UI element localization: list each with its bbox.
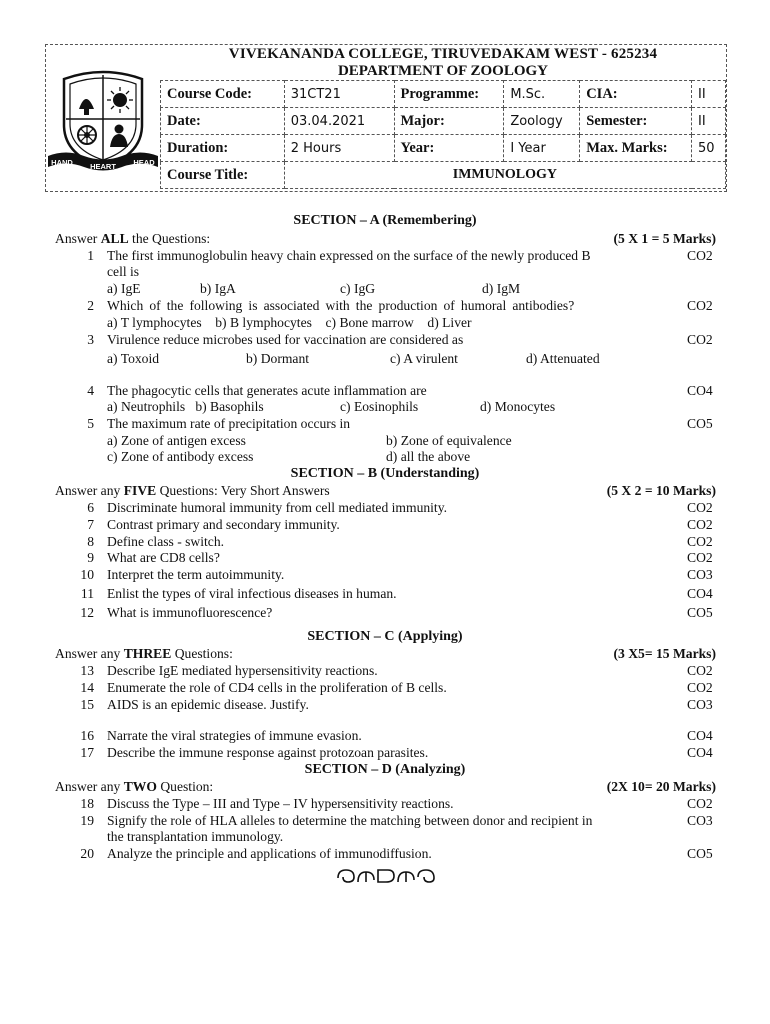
course-outcome: CO4 bbox=[687, 383, 713, 398]
instruction-emphasis: THREE bbox=[123, 646, 172, 661]
max-marks-label: Max. Marks: bbox=[580, 135, 692, 162]
option: b) Dormant bbox=[246, 351, 310, 366]
course-outcome: CO3 bbox=[687, 697, 713, 712]
question-number: 3 bbox=[87, 332, 94, 347]
date-label: Date: bbox=[161, 108, 285, 135]
question-text: Define class - switch. bbox=[107, 534, 225, 549]
section-d-marks: (2X 10= 20 Marks) bbox=[606, 779, 716, 794]
option: d) Monocytes bbox=[480, 399, 556, 414]
course-outcome: CO2 bbox=[687, 663, 713, 678]
instruction-emphasis: ALL bbox=[100, 231, 129, 246]
question-text: Interpret the term autoimmunity. bbox=[107, 567, 285, 582]
year-label: Year: bbox=[394, 135, 504, 162]
max-marks-value: 50 bbox=[692, 135, 726, 162]
major-label: Major: bbox=[394, 108, 504, 135]
option: c) Eosinophils bbox=[340, 399, 419, 414]
question-number: 14 bbox=[80, 680, 94, 695]
college-name: VIVEKANANDA COLLEGE, TIRUVEDAKAM WEST - 625234 bbox=[228, 46, 658, 62]
option: b) IgA bbox=[200, 281, 236, 296]
question-text: Which of the following is associated with the production of humoral antibodies? bbox=[107, 298, 575, 313]
cia-label: CIA: bbox=[580, 81, 692, 108]
course-info-table bbox=[160, 80, 726, 189]
info-row bbox=[161, 81, 726, 108]
course-outcome: CO2 bbox=[687, 680, 713, 695]
question-number: 11 bbox=[80, 586, 94, 601]
option: d) Attenuated bbox=[526, 351, 600, 366]
question-number: 18 bbox=[80, 796, 94, 811]
question-text: Describe IgE mediated hypersensitivity reactions. bbox=[107, 663, 378, 678]
question-text: Discuss the Type – III and Type – IV hypersensitivity reactions. bbox=[107, 796, 454, 811]
section-d-title: SECTION – D (Analyzing) bbox=[304, 762, 466, 777]
programme-value: M.Sc. bbox=[504, 81, 580, 108]
year-value: I Year bbox=[504, 135, 580, 162]
question-text: Enumerate the role of CD4 cells in the proliferation of B cells. bbox=[107, 680, 447, 695]
section-c-title: SECTION – C (Applying) bbox=[307, 629, 463, 644]
question-number: 4 bbox=[87, 383, 94, 398]
question-text: AIDS is an epidemic disease. Justify. bbox=[107, 697, 309, 712]
section-d-instruction bbox=[55, 779, 213, 795]
option: c) IgG bbox=[340, 281, 376, 296]
cia-value: II bbox=[692, 81, 726, 108]
course-title-value: IMMUNOLOGY bbox=[284, 162, 725, 189]
info-row bbox=[161, 108, 726, 135]
question-number: 2 bbox=[87, 298, 94, 313]
course-outcome: CO2 bbox=[687, 534, 713, 549]
question-number: 12 bbox=[80, 605, 94, 620]
course-outcome: CO4 bbox=[687, 728, 713, 743]
programme-label: Programme: bbox=[394, 81, 504, 108]
question-text: What is immunofluorescence? bbox=[107, 605, 273, 620]
instruction-emphasis: TWO bbox=[123, 779, 157, 794]
semester-label: Semester: bbox=[580, 108, 692, 135]
question-text: The first immunoglobulin heavy chain expressed on the surface of the newly produced B bbox=[107, 248, 591, 263]
course-outcome: CO2 bbox=[687, 500, 713, 515]
question-number: 10 bbox=[80, 567, 94, 582]
question-text: What are CD8 cells? bbox=[107, 550, 220, 565]
question-text: Signify the role of HLA alleles to determine the matching between donor and recipient in bbox=[107, 813, 593, 828]
option: a) IgE bbox=[107, 281, 141, 296]
course-outcome: CO5 bbox=[687, 846, 713, 861]
course-outcome: CO4 bbox=[687, 586, 713, 601]
question-number: 9 bbox=[87, 550, 94, 565]
exam-header bbox=[45, 44, 727, 192]
instruction-text: Questions: Very Short Answers bbox=[156, 483, 330, 498]
duration-value: 2 Hours bbox=[284, 135, 394, 162]
info-row bbox=[161, 162, 726, 189]
major-value: Zoology bbox=[504, 108, 580, 135]
course-outcome: CO3 bbox=[687, 567, 713, 582]
question-text-cont: cell is bbox=[107, 264, 140, 279]
question-text: Analyze the principle and applications of immunodiffusion. bbox=[107, 846, 432, 861]
question-number: 16 bbox=[80, 728, 94, 743]
question-number: 17 bbox=[80, 745, 94, 760]
question-text: The phagocytic cells that generates acute inflammation are bbox=[107, 383, 427, 398]
course-outcome: CO2 bbox=[687, 298, 713, 313]
instruction-emphasis: FIVE bbox=[123, 483, 157, 498]
info-row bbox=[161, 135, 726, 162]
option: a) Neutrophils b) Basophils bbox=[107, 399, 264, 414]
instruction-text: Answer any bbox=[55, 483, 124, 498]
question-number: 13 bbox=[80, 663, 94, 678]
question-text: The maximum rate of precipitation occurs in bbox=[107, 416, 351, 431]
question-number: 6 bbox=[87, 500, 94, 515]
section-a-title: SECTION – A (Remembering) bbox=[293, 213, 477, 228]
course-outcome: CO2 bbox=[687, 796, 713, 811]
question-text: Enlist the types of viral infectious diseases in human. bbox=[107, 586, 397, 601]
section-c-marks: (3 X5= 15 Marks) bbox=[613, 646, 716, 661]
question-number: 19 bbox=[80, 813, 94, 828]
option: d) all the above bbox=[386, 449, 471, 464]
semester-value: II bbox=[692, 108, 726, 135]
college-emblem-icon bbox=[46, 63, 160, 175]
question-text: Narrate the viral strategies of immune evasion. bbox=[107, 728, 362, 743]
course-outcome: CO2 bbox=[687, 517, 713, 532]
course-outcome: CO3 bbox=[687, 813, 713, 828]
course-outcome: CO2 bbox=[687, 248, 713, 263]
option: a) Zone of antigen excess bbox=[107, 433, 246, 448]
option: a) Toxoid bbox=[107, 351, 160, 366]
option: c) A virulent bbox=[390, 351, 458, 366]
question-number: 8 bbox=[87, 534, 94, 549]
course-code-value: 31CT21 bbox=[284, 81, 394, 108]
question-number: 1 bbox=[87, 248, 94, 263]
instruction-text: Answer bbox=[55, 231, 101, 246]
option: c) Zone of antibody excess bbox=[107, 449, 254, 464]
section-a-marks: (5 X 1 = 5 Marks) bbox=[613, 231, 716, 246]
option: d) IgM bbox=[482, 281, 521, 296]
department-name: DEPARTMENT OF ZOOLOGY bbox=[337, 63, 549, 79]
question-text: Describe the immune response against protozoan parasites. bbox=[107, 745, 429, 760]
section-b-instruction bbox=[55, 483, 330, 499]
course-outcome: CO5 bbox=[687, 416, 713, 431]
instruction-text: Answer any bbox=[55, 779, 124, 794]
course-outcome: CO2 bbox=[687, 550, 713, 565]
date-value: 03.04.2021 bbox=[284, 108, 394, 135]
emblem-text-left: HAND bbox=[51, 158, 73, 167]
course-outcome: CO2 bbox=[687, 332, 713, 347]
option-line: a) T lymphocytes b) B lymphocytes c) Bone marrow d) Liver bbox=[107, 315, 472, 330]
emblem-text-right: HEAD bbox=[133, 158, 155, 167]
end-ornament-icon bbox=[334, 866, 438, 886]
section-c-instruction bbox=[55, 646, 233, 662]
course-outcome: CO5 bbox=[687, 605, 713, 620]
duration-label: Duration: bbox=[161, 135, 285, 162]
question-number: 5 bbox=[87, 416, 94, 431]
course-code-label: Course Code: bbox=[161, 81, 285, 108]
option: b) Zone of equivalence bbox=[386, 433, 512, 448]
section-b-title: SECTION – B (Understanding) bbox=[290, 466, 480, 481]
instruction-text: Question: bbox=[156, 779, 214, 794]
course-title-label: Course Title: bbox=[161, 162, 285, 189]
instruction-text: Questions: bbox=[171, 646, 233, 661]
question-text: Virulence reduce microbes used for vaccination are considered as bbox=[107, 332, 464, 347]
question-number: 7 bbox=[87, 517, 94, 532]
instruction-text: the Questions: bbox=[128, 231, 211, 246]
question-number: 20 bbox=[80, 846, 94, 861]
emblem-text-center: HEART bbox=[90, 162, 116, 171]
instruction-text: Answer any bbox=[55, 646, 124, 661]
question-text-cont: the transplantation immunology. bbox=[107, 829, 284, 844]
question-number: 15 bbox=[80, 697, 94, 712]
section-a-instruction bbox=[55, 231, 210, 247]
course-outcome: CO4 bbox=[687, 745, 713, 760]
question-text: Discriminate humoral immunity from cell mediated immunity. bbox=[107, 500, 448, 515]
section-b-marks: (5 X 2 = 10 Marks) bbox=[606, 483, 716, 498]
question-text: Contrast primary and secondary immunity. bbox=[107, 517, 340, 532]
